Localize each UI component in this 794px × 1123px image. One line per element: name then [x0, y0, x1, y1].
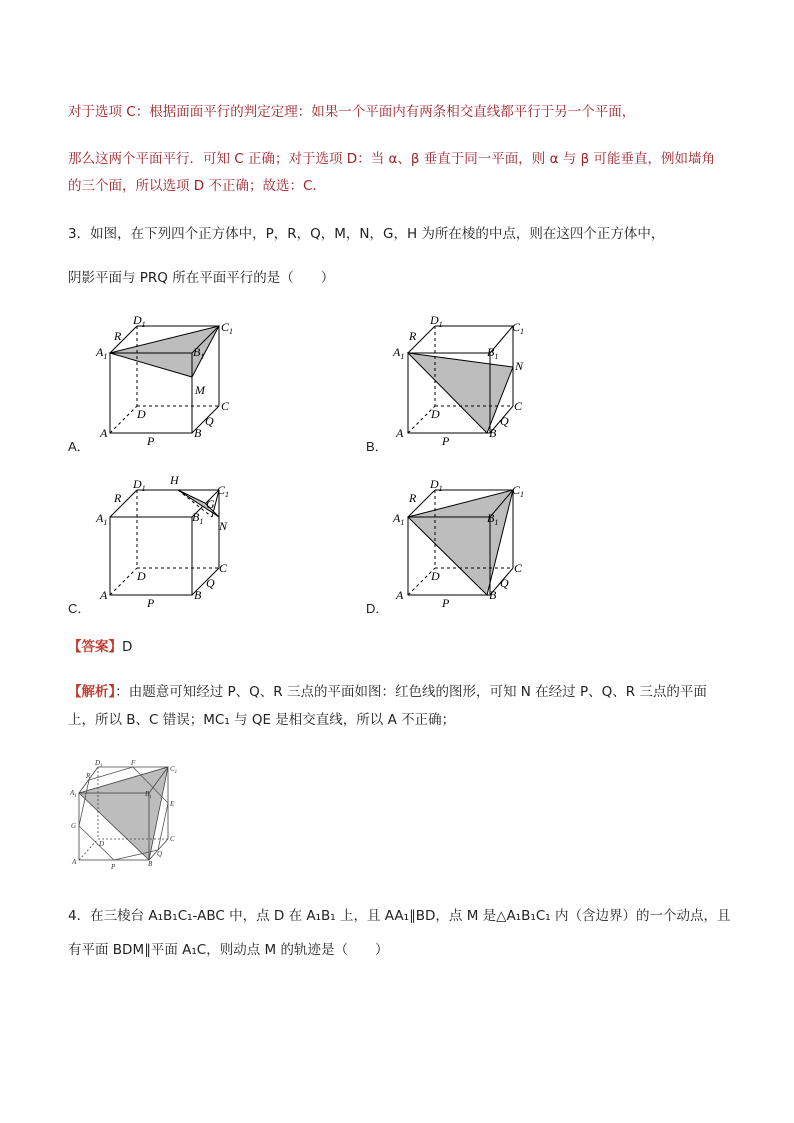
label-c: C — [219, 561, 228, 575]
label-a1: $A_1$ — [96, 511, 108, 527]
sol-label-e: E — [170, 800, 175, 808]
label-a1: $A_1$ — [393, 345, 405, 361]
text-line-3: 的三个面，所以选项 D 不正确；故选：C. — [68, 178, 317, 194]
cube-figure-a — [95, 313, 233, 448]
label-d: D — [137, 569, 146, 583]
sol-label-p: P — [111, 863, 116, 871]
label-h: H — [170, 473, 179, 487]
label-q: Q — [206, 576, 215, 590]
sol-label-g: G — [71, 822, 77, 830]
label-a: A — [100, 426, 108, 440]
shaded-plane-b — [408, 353, 513, 433]
analysis-line-2: 上，所以 B、C 错误；MC₁ 与 QE 是相交直线，所以 A 不正确； — [68, 712, 456, 728]
sol-label-d: D — [99, 840, 105, 848]
label-a1: $A_1$ — [393, 511, 405, 527]
label-q: Q — [500, 576, 509, 590]
shaded-plane-d — [408, 490, 513, 595]
label-c1: $C_1$ — [221, 320, 234, 336]
cube-figure-d — [392, 477, 524, 610]
cube-figure-c — [95, 473, 229, 610]
answer-value: D — [122, 639, 133, 655]
answer-tag: 【答案】 — [68, 639, 122, 655]
sol-label-c1: $C_1$ — [170, 765, 178, 775]
sol-label-c: C — [170, 835, 175, 843]
label-a: A — [396, 426, 404, 440]
cube-figure-b — [392, 313, 524, 448]
label-d1: $D_1$ — [133, 477, 146, 493]
label-q: Q — [205, 414, 214, 428]
sol-label-f: F — [131, 759, 136, 767]
label-n: N — [515, 359, 524, 373]
label-b1: $B_1$ — [487, 511, 499, 527]
question-3-line-1: 3．如图，在下列四个正方体中，P，R，Q，M，N，G，H 为所在棱的中点，则在这四个正方体中， — [68, 226, 665, 242]
label-r: R — [409, 491, 417, 505]
analysis-text-1: ：由题意可知经过 P、Q、R 三点的平面如图：红色线的图形，可知 N 在经过 P、Q、R 三点的平面 — [115, 684, 707, 700]
label-c1: $C_1$ — [512, 483, 525, 499]
option-a-label: A． — [68, 439, 90, 454]
label-p: P — [147, 596, 155, 610]
option-b-label: B． — [366, 439, 388, 454]
label-a: A — [396, 588, 404, 602]
analysis-tag: 【解析】 — [68, 684, 116, 700]
analysis-line-1 — [68, 682, 707, 702]
label-n: N — [219, 519, 228, 533]
label-c1: $C_1$ — [217, 483, 230, 499]
label-c: C — [514, 399, 523, 413]
question-4-line-2: 有平面 BDM∥平面 A₁C，则动点 M 的轨迹是（ ） — [68, 942, 389, 958]
label-b: B — [489, 426, 497, 440]
label-d: D — [431, 407, 440, 421]
label-a1: $A_1$ — [96, 345, 108, 361]
label-c: C — [514, 561, 523, 575]
text-line-2: 那么这两个平面平行．可知 C 正确；对于选项 D：当 α、β 垂直于同一平面，则 α 与 β 可能垂直，例如墙角 — [68, 151, 715, 167]
label-p: P — [442, 596, 450, 610]
label-r: R — [409, 329, 417, 343]
solution-shaded-plane — [79, 767, 168, 860]
label-d1: $D_1$ — [430, 477, 443, 493]
sol-label-r: R — [86, 772, 91, 780]
label-q: Q — [500, 414, 509, 428]
label-c: C — [221, 399, 230, 413]
sol-label-q: Q — [157, 850, 163, 858]
label-d: D — [431, 569, 440, 583]
label-b1: $B_1$ — [487, 345, 499, 361]
label-b: B — [194, 588, 202, 602]
label-p: P — [442, 434, 450, 448]
label-b: B — [194, 426, 202, 440]
label-b1: $B_1$ — [192, 510, 204, 526]
label-r: R — [114, 491, 122, 505]
label-b: B — [489, 588, 497, 602]
sol-label-a1: $A_1$ — [70, 789, 77, 799]
question-3-line-2: 阴影平面与 PRQ 所在平面平行的是（ ） — [68, 270, 335, 286]
sol-label-b1: $B_1$ — [145, 790, 152, 800]
text-line-1: 对于选项 C：根据面面平行的判定定理：如果一个平面内有两条相交直线都平行于另一个平面， — [68, 104, 636, 120]
solution-figure — [69, 759, 177, 871]
label-p: P — [147, 434, 155, 448]
option-c-label: C． — [68, 601, 91, 616]
label-a: A — [100, 588, 108, 602]
label-d1: $D_1$ — [430, 313, 443, 329]
sol-label-a: A — [72, 858, 77, 866]
label-d: D — [137, 407, 146, 421]
label-b1: $B_1$ — [193, 345, 205, 361]
label-d1: $D_1$ — [133, 313, 146, 329]
question-4-line-1: 4．在三棱台 A₁B₁C₁-ABC 中，点 D 在 A₁B₁ 上，且 AA₁∥BD，点 M 是△A₁B₁C₁ 内（含边界）的一个动点，且 — [68, 908, 731, 924]
label-m: M — [195, 383, 205, 397]
label-r: R — [114, 329, 122, 343]
option-d-label: D． — [366, 601, 389, 616]
answer-line — [68, 637, 132, 657]
label-g: G — [206, 497, 215, 511]
label-c1: $C_1$ — [512, 320, 525, 336]
sol-label-d1: $D_1$ — [95, 759, 103, 769]
sol-label-b: B — [148, 860, 153, 868]
